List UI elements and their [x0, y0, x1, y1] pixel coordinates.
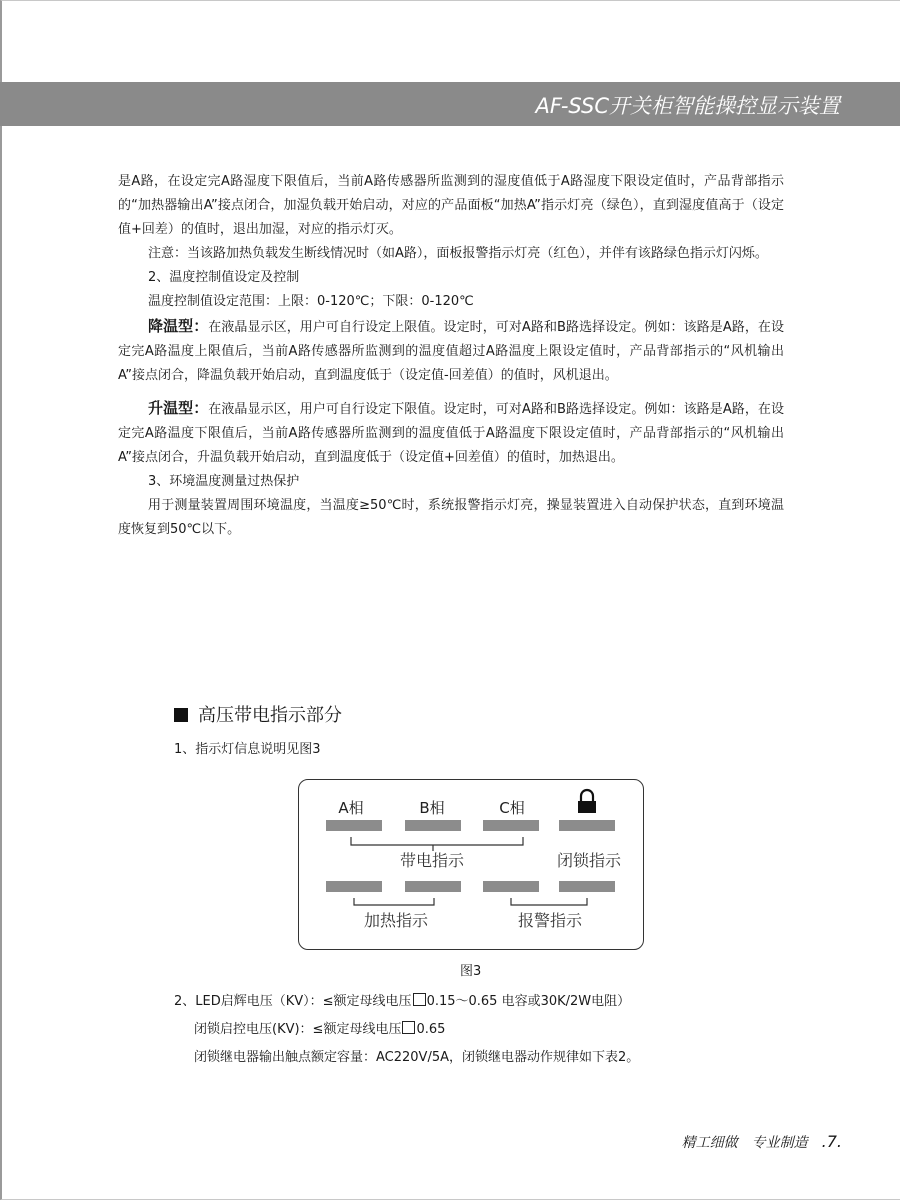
indicator-panel [298, 779, 644, 950]
group-label-lock: 闭锁指示 [556, 851, 622, 870]
indicator-diagram [299, 780, 643, 949]
paragraph-cooling [118, 314, 784, 388]
footer-slogan-a: 精工细做 [681, 1135, 738, 1151]
indicator-live-a [326, 820, 382, 831]
indicator-live-b [405, 820, 461, 831]
figure-caption: 图3 [460, 964, 482, 979]
indicator-alarm-2 [559, 881, 615, 892]
indicator-heat-2 [405, 881, 461, 892]
paragraph-humidity-a: 是A路，在设定完A路湿度下限值后，当前A路传感器所监测到的湿度值低于A路湿度下限设定值时，产品背部指示的“加热器输出A”接点闭合，加湿负载开始启动，对应的产品面板“加热A”指示灯亮（绿色），直到湿度值高于（设定值+回差）的值时，退出加湿，对应的指示灯灭。 [118, 174, 784, 237]
indicator-live-c [483, 820, 539, 831]
group-label-live: 带电指示 [399, 851, 465, 870]
footer-slogan-b: 专业制造 [751, 1135, 808, 1151]
group-label-heat: 加热指示 [363, 911, 429, 930]
label-phase-c: C相 [499, 799, 525, 817]
page-number: .7. [821, 1132, 842, 1151]
label-phase-a: A相 [338, 799, 364, 817]
indicator-alarm-1 [483, 881, 539, 892]
spec-led-voltage: 2、LED启辉电压（KV）：≤额定母线电压 0.15～0.65 电容或30K/2W电阻） [174, 994, 631, 1009]
section-title: 高压带电指示部分 [174, 701, 342, 727]
paragraph-heating [118, 396, 784, 470]
paragraph-overheat: 用于测量装置周围环境温度，当温度≥50℃时，系统报警指示灯亮，操显装置进入自动保护状态，直到环境温度恢复到50℃以下。 [118, 498, 784, 537]
padlock-icon [578, 790, 596, 813]
bracket-heat [354, 898, 434, 905]
square-bullet-icon [174, 708, 188, 722]
indicator-lock [559, 820, 615, 831]
figure-intro: 1、指示灯信息说明见图3 [174, 742, 321, 757]
spec-relay-capacity: 闭锁继电器输出触点额定容量：AC220V/5A，闭锁继电器动作规律如下表2。 [194, 1050, 640, 1065]
cooling-text: 在液晶显示区，用户可自行设定上限值。设定时，可对A路和B路选择设定。例如：该路是A路，在设定完A路温度上限值后，当前A路传感器所监测到的温度值超过A路温度上限设定值时，产品背部指示的“风机输出A”接点闭合，降温负载开始启动，直到温度低于（设定值-回差值）的值时，风机退出。 [118, 320, 784, 383]
cooling-type-label: 降温型： [148, 317, 209, 335]
bracket-live [351, 837, 523, 845]
heading-temperature-control: 2、温度控制值设定及控制 [148, 270, 300, 285]
spec-lock-voltage: 闭锁启控电压(KV)：≤额定母线电压 0.65 [194, 1022, 446, 1037]
page-footer [682, 1132, 842, 1152]
bracket-alarm [511, 898, 587, 905]
heating-type-label: 升温型： [148, 399, 209, 417]
document-title: AF-SSC开关柜智能操控显示装置 [535, 94, 840, 118]
body-text [118, 170, 784, 542]
box-glyph-icon [402, 1021, 415, 1034]
paragraph-note: 注意：当该路加热负载发生断线情况时（如A路），面板报警指示灯亮（红色），并伴有该路绿色指示灯闪烁。 [148, 246, 768, 261]
heating-text: 在液晶显示区，用户可自行设定下限值。设定时，可对A路和B路选择设定。例如：该路是A路，在设定完A路温度下限值后，当前A路传感器所监测到的温度值低于A路温度下限设定值时，产品背部指示的“风机输出A”接点闭合，升温负载开始启动，直到温度低于（设定值+回差值）的值时，加热退出。 [118, 402, 784, 465]
box-glyph-icon [413, 993, 426, 1006]
temperature-range: 温度控制值设定范围：上限：0-120℃；下限：0-120℃ [148, 294, 474, 309]
heading-overheat: 3、环境温度测量过热保护 [148, 474, 300, 489]
label-phase-b: B相 [419, 799, 445, 817]
group-label-alarm: 报警指示 [517, 911, 583, 930]
indicator-heat-1 [326, 881, 382, 892]
